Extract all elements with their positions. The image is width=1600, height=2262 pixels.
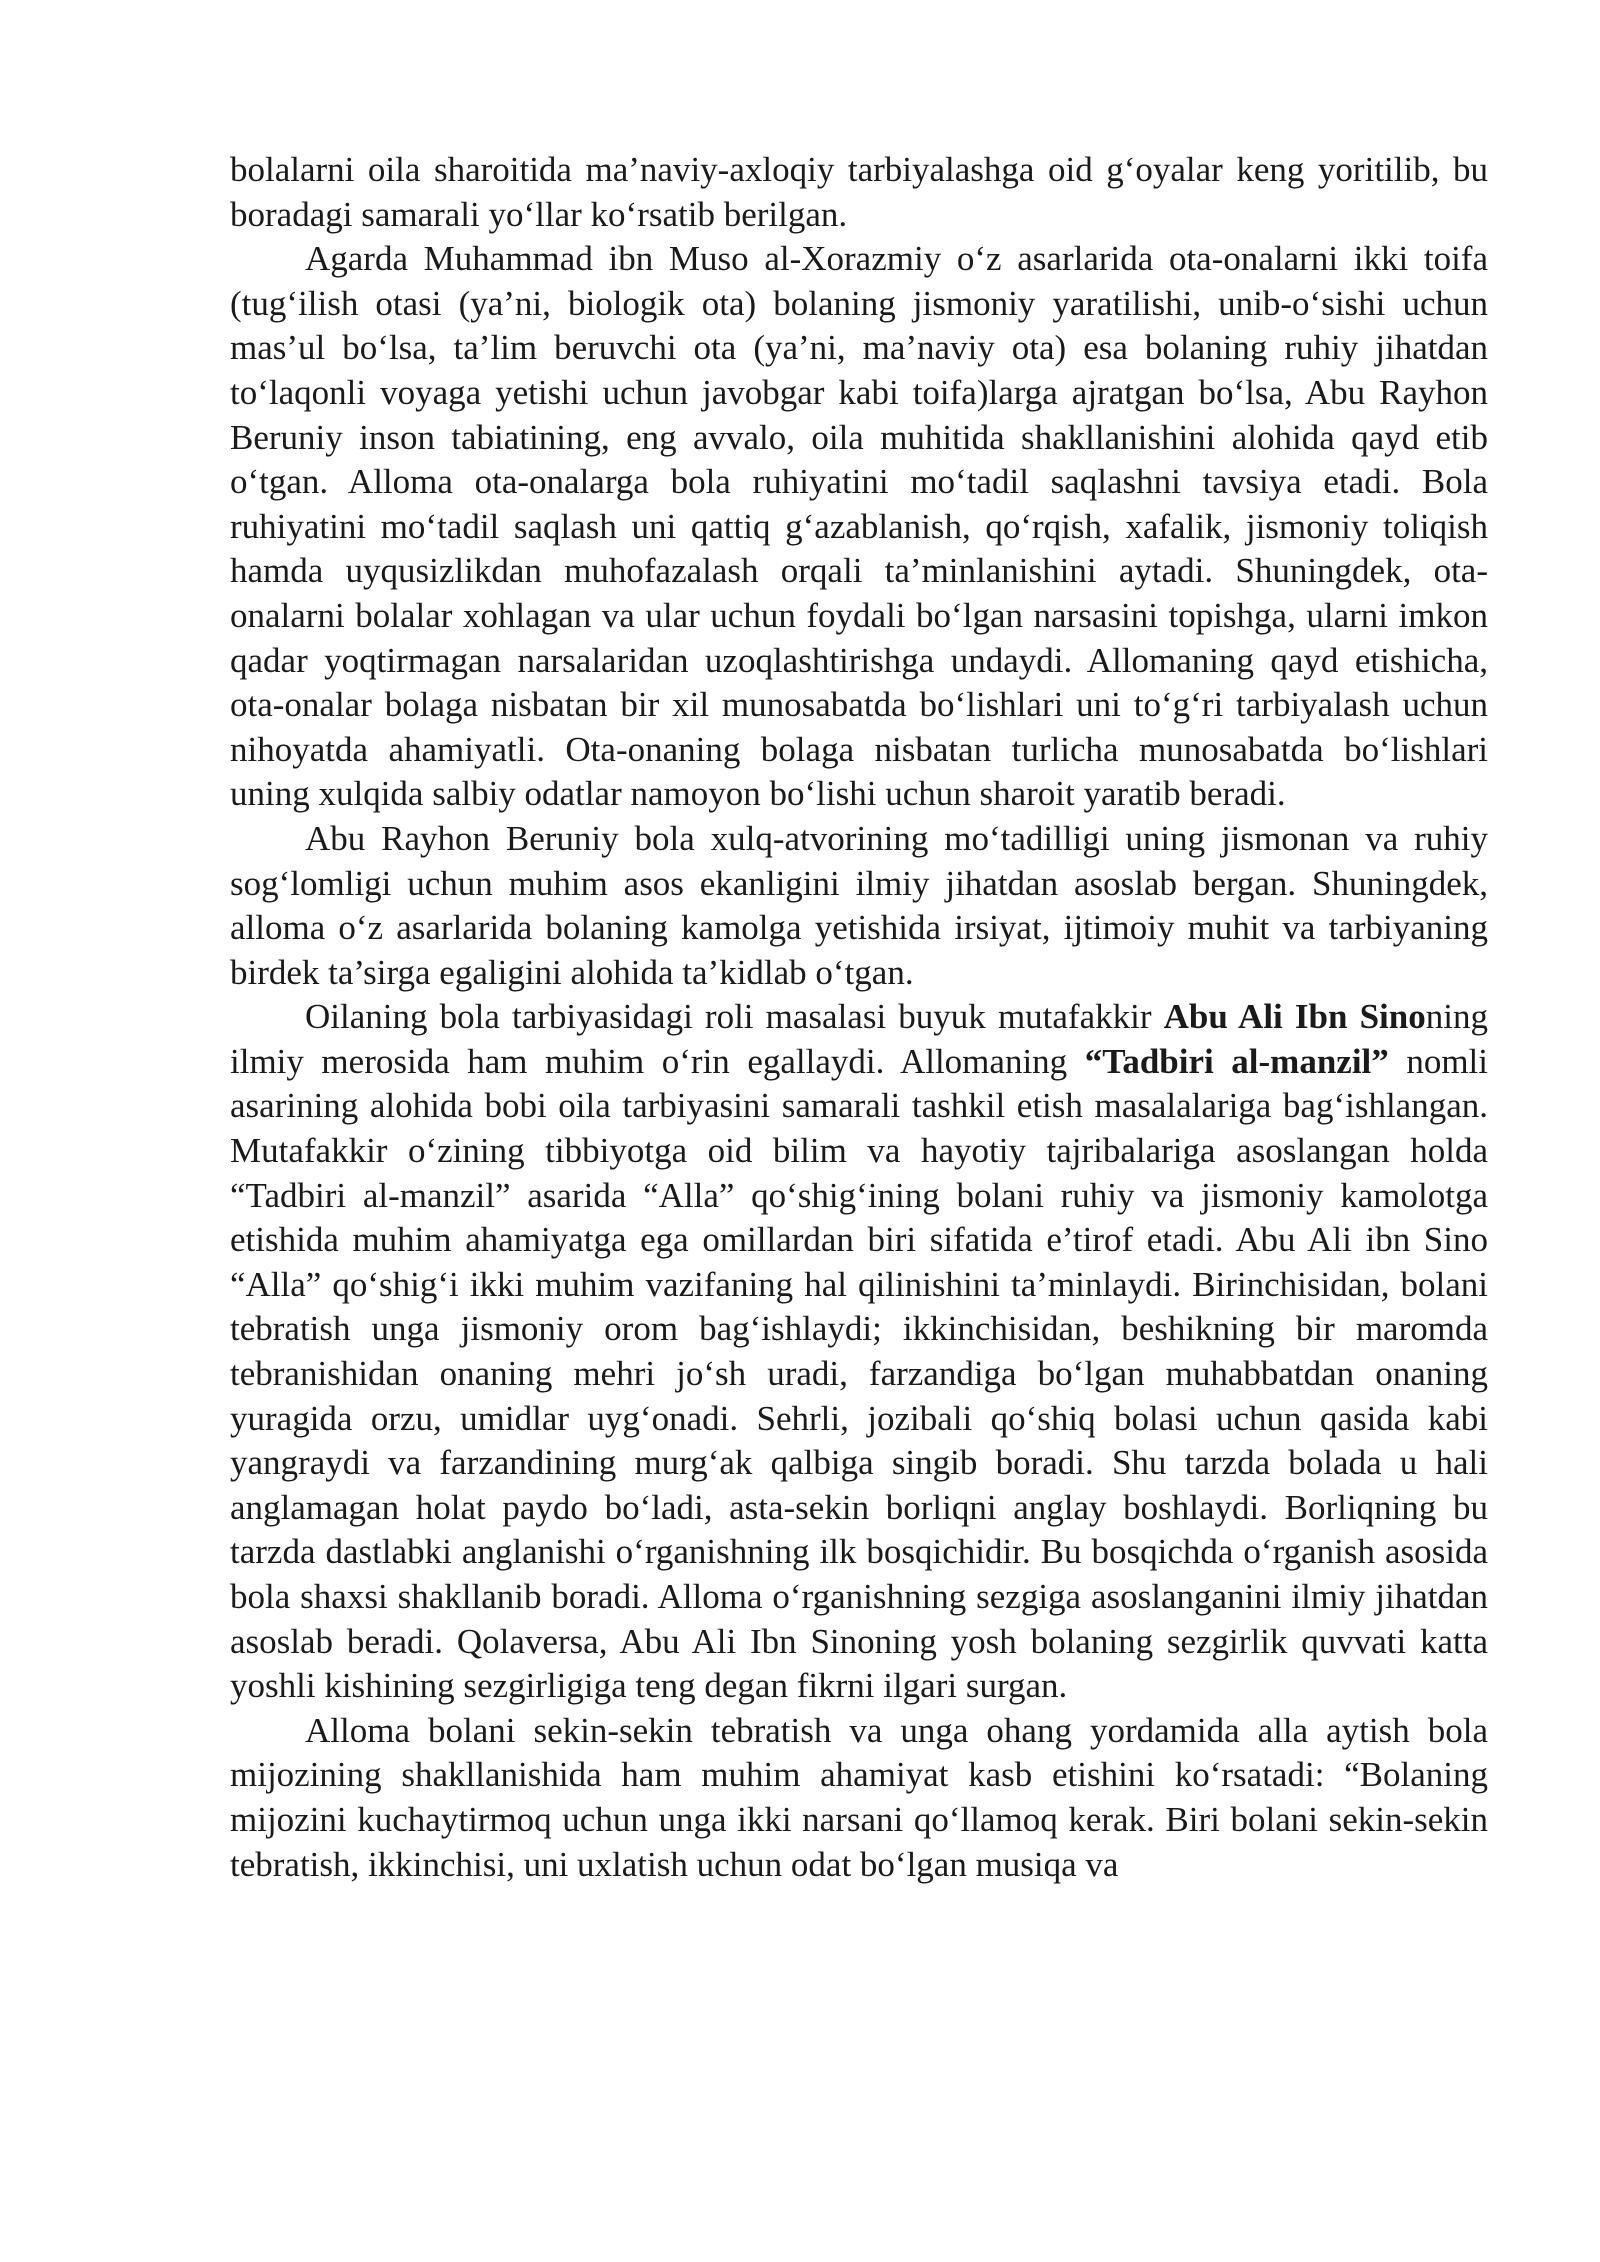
paragraph-4-text-2: ning ilmiy merosida ham muhim o‘rin egallaydi. Allomaning xyxy=(230,997,1488,1081)
bold-book-title: “Tadbiri al-manzil” xyxy=(1084,1041,1389,1081)
bold-name-ibn-sino: Abu Ali Ibn Sino xyxy=(1163,997,1426,1037)
paragraph-5: Alloma bolani sekin-sekin tebratish va unga ohang yordamida alla aytish bola mijozining shakllanishida ham muhim ahamiyat kasb etishini ko‘rsatadi: “Bolaning mijozini kuchaytirmoq uchun unga ikki narsani qo‘llamoq kerak. Biri bolani sekin-sekin tebratish, ikkinchisi, uni uxlatish uchun odat bo‘lgan musiqa va xyxy=(230,1710,1488,1884)
paragraph-4-text-1: Oilaning bola tarbiyasidagi roli masalasi buyuk mutafakkir xyxy=(305,997,1164,1037)
paragraph-3: Abu Rayhon Beruniy bola xulq-atvorining mo‘tadilligi uning jismonan va ruhiy sog‘lomligi uchun muhim asos ekanligini ilmiy jihatdan asoslab bergan. Shuningdek, alloma o‘z asarlarida bolaning kamolga yetishida irsiyat, ijtimoiy muhit va tarbiyaning birdek ta’sirga egaligini alohida ta’kidlab o‘tgan. xyxy=(230,818,1488,992)
paragraph-4 xyxy=(230,995,1488,1709)
document-page xyxy=(230,148,1488,1887)
paragraph-2: Agarda Muhammad ibn Muso al-Xorazmiy o‘z asarlarida ota-onalarni ikki toifa (tug‘ilish otasi (ya’ni, biologik ota) bolaning jismoniy yaratilishi, unib-o‘sishi uchun mas’ul bo‘lsa, ta’lim beruvchi ota (ya’ni, ma’naviy ota) esa bolaning ruhiy jihatdan to‘laqonli voyaga yetishi uchun javobgar kabi toifa)larga ajratgan bo‘lsa, Abu Rayhon Beruniy inson tabiatining, eng avvalo, oila muhitida shakllanishini alohida qayd etib o‘tgan. Alloma ota-onalarga bola ruhiyatini mo‘tadil saqlashni tavsiya etadi. Bola ruhiyatini mo‘tadil saqlash uni qattiq g‘azablanish, qo‘rqish, xafalik, jismoniy toliqish hamda uyqusizlikdan muhofazalash orqali ta’minlanishini aytadi. Shuningdek, ota-onalarni bolalar xohlagan va ular uchun foydali bo‘lgan narsasini topishga, ularni imkon qadar yoqtirmagan narsalaridan uzoqlashtirishga undaydi. Allomaning qayd etishicha, ota-onalar bolaga nisbatan bir xil munosabatda bo‘lishlari uni to‘g‘ri tarbiyalash uchun nihoyatda ahamiyatli. Ota-onaning bolaga nisbatan turlicha munosabatda bo‘lishlari uning xulqida salbiy odatlar namoyon bo‘lishi uchun sharoit yaratib beradi. xyxy=(230,239,1488,814)
paragraph-1: bolalarni oila sharoitida ma’naviy-axloqiy tarbiyalashga oid g‘oyalar keng yoritilib, bu boradagi samarali yo‘llar ko‘rsatib berilgan. xyxy=(230,150,1488,234)
paragraph-4-text-3: nomli asarining alohida bobi oila tarbiyasini samarali tashkil etish masalalariga bag‘ishlangan. Mutafakkir o‘zining tibbiyotga oid bilim va hayotiy tajribalariga asoslangan holda “Tadbiri al-manzil” asarida “Alla” qo‘shig‘ining bolani ruhiy va jismoniy kamolotga etishida muhim ahamiyatga ega omillardan biri sifatida e’tirof etadi. Abu Ali ibn Sino “Alla” qo‘shig‘i ikki muhim vazifaning hal qilinishini ta’minlaydi. Birinchisidan, bolani tebratish unga jismoniy orom bag‘ishlaydi; ikkinchisidan, beshikning bir maromda tebranishidan onaning mehri jo‘sh uradi, farzandiga bo‘lgan muhabbatdan onaning yuragida orzu, umidlar uyg‘onadi. Sehrli, jozibali qo‘shiq bolasi uchun qasida kabi yangraydi va farzandining murg‘ak qalbiga singib boradi. Shu tarzda bolada u hali anglamagan holat paydo bo‘ladi, asta-sekin borliqni anglay boshlaydi. Borliqning bu tarzda dastlabki anglanishi o‘rganishning ilk bosqichidir. Bu bosqichda o‘rganish asosida bola shaxsi shakllanib boradi. Alloma o‘rganishning sezgiga asoslanganini ilmiy jihatdan asoslab beradi. Qolaversa, Abu Ali Ibn Sinoning yosh bolaning sezgirlik quvvati katta yoshli kishining sezgirligiga teng degan fikrni ilgari surgan. xyxy=(230,1041,1488,1706)
